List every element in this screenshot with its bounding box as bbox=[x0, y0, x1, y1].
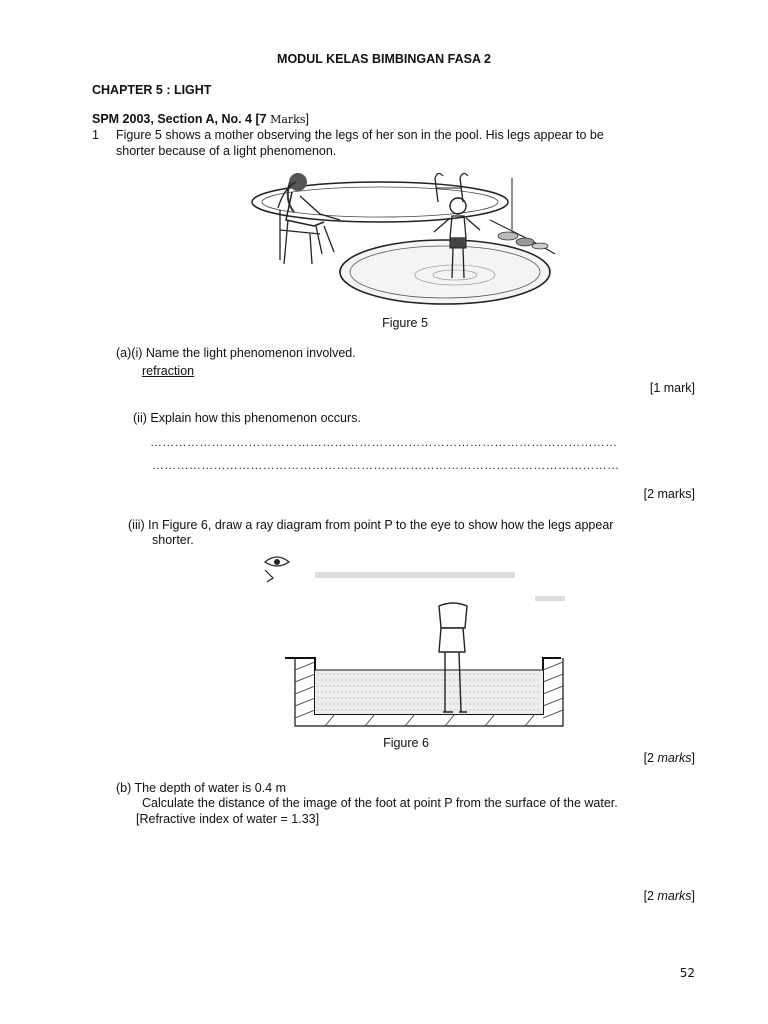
source-mark-number: 7 bbox=[259, 112, 267, 126]
answer-line-2: …………………………………………………………………………………………………… bbox=[152, 458, 620, 472]
question-b-line-1: (b) The depth of water is 0.4 m bbox=[116, 781, 286, 795]
source-main: SPM 2003, Section A, No. 4 [ bbox=[92, 112, 260, 126]
question-number: 1 bbox=[92, 128, 99, 142]
question-intro-line-1: Figure 5 shows a mother observing the legs of her son in the pool. His legs appear to be bbox=[116, 128, 604, 142]
marks-open: [2 bbox=[643, 751, 658, 765]
figure-5-illustration bbox=[240, 160, 560, 312]
marks-b-close: ] bbox=[691, 889, 695, 903]
chapter-title: CHAPTER 5 : LIGHT bbox=[92, 83, 212, 97]
marks-a-iii bbox=[644, 751, 695, 765]
figure-6-caption: Figure 6 bbox=[383, 736, 429, 750]
marks-a-i: [1 mark] bbox=[649, 381, 695, 395]
marks-word: marks bbox=[657, 751, 692, 765]
page-number: 52 bbox=[679, 966, 695, 980]
question-intro-line-2: shorter because of a light phenomenon. bbox=[116, 144, 337, 158]
figure-6-illustration bbox=[235, 550, 575, 740]
answer-line-1: …………………………………………………………………………………………………… bbox=[150, 435, 618, 449]
question-a-ii: (ii) Explain how this phenomenon occurs. bbox=[133, 411, 361, 425]
question-a-i: (a)(i) Name the light phenomenon involved. bbox=[116, 346, 356, 360]
source-marks-word: Marks bbox=[266, 113, 306, 126]
marks-b-open: [2 bbox=[643, 889, 658, 903]
marks-a-ii: [2 marks] bbox=[643, 487, 695, 501]
question-a-iii-line-1: (iii) In Figure 6, draw a ray diagram from point P to the eye to show how the legs appear bbox=[128, 518, 614, 532]
marks-close: ] bbox=[691, 751, 695, 765]
marks-b-word: marks bbox=[657, 889, 692, 903]
document-header: MODUL KELAS BIMBINGAN FASA 2 bbox=[277, 52, 491, 66]
source-close: ] bbox=[305, 112, 309, 126]
question-source bbox=[92, 112, 309, 126]
question-a-iii-line-2: shorter. bbox=[152, 533, 194, 547]
question-b-line-3: [Refractive index of water = 1.33] bbox=[136, 812, 320, 826]
figure-5-caption: Figure 5 bbox=[382, 316, 428, 330]
marks-b bbox=[644, 889, 695, 903]
eye-icon bbox=[265, 557, 289, 582]
question-b-line-2: Calculate the distance of the image of the foot at point P from the surface of the water. bbox=[142, 796, 618, 810]
answer-a-i: refraction bbox=[142, 364, 195, 378]
